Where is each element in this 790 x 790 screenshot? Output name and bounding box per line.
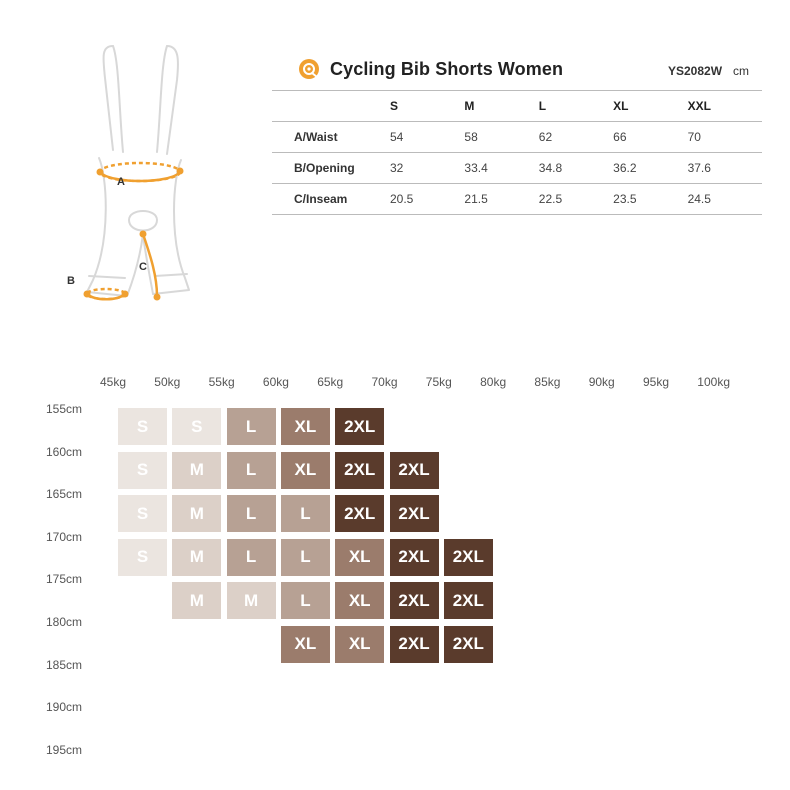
chart-header — [298, 56, 563, 82]
height-label: 160cm — [46, 444, 83, 459]
size-cell: L — [227, 539, 276, 576]
table-cell: 23.5 — [613, 184, 687, 215]
table-cell: 20.5 — [390, 184, 464, 215]
size-cell: L — [281, 539, 330, 576]
table-cell: 54 — [390, 122, 464, 153]
height-label: 190cm — [46, 700, 83, 715]
row-label: A/Waist — [272, 122, 390, 153]
opening-marker-dot — [122, 291, 129, 298]
table-cell: 36.2 — [613, 153, 687, 184]
measure-tape-icon — [298, 58, 320, 80]
size-cell: XL — [335, 626, 384, 663]
size-cell: 2XL — [390, 539, 439, 576]
weight-label: 45kg — [100, 375, 127, 389]
weight-label: 50kg — [154, 375, 181, 389]
size-cell: S — [118, 452, 167, 489]
column-header: M — [464, 91, 538, 122]
row-label: C/Inseam — [272, 184, 390, 215]
size-cell: 2XL — [444, 582, 493, 619]
height-label: 155cm — [46, 402, 83, 416]
row-label: B/Opening — [272, 153, 390, 184]
table-cell: 24.5 — [688, 184, 762, 215]
size-cell: XL — [335, 582, 384, 619]
size-cell: XL — [281, 452, 330, 489]
size-cell: XL — [335, 539, 384, 576]
label-c: C — [139, 261, 147, 273]
weight-label: 75kg — [425, 375, 452, 389]
height-label: 175cm — [46, 572, 83, 587]
size-cell: L — [281, 495, 330, 532]
table-cell: 37.6 — [688, 153, 762, 184]
height-label: 180cm — [46, 615, 83, 629]
size-cell: 2XL — [390, 626, 439, 663]
label-a: A — [117, 176, 125, 188]
size-cell: L — [227, 408, 276, 445]
size-cell: 2XL — [335, 408, 384, 445]
inseam-marker-dot — [140, 231, 147, 238]
bib-shorts-diagram — [55, 38, 215, 310]
size-cell: S — [118, 539, 167, 576]
size-cell: S — [118, 495, 167, 532]
size-cell: 2XL — [390, 582, 439, 619]
size-cell: 2XL — [390, 452, 439, 489]
size-cell: M — [172, 582, 221, 619]
weight-label: 95kg — [643, 375, 670, 389]
size-cell: 2XL — [390, 495, 439, 532]
table-cell: 70 — [688, 122, 762, 153]
size-cell: 2XL — [335, 495, 384, 532]
column-header: XL — [613, 91, 687, 122]
page-title: Cycling Bib Shorts Women — [330, 58, 564, 79]
waist-marker-dot — [177, 168, 184, 175]
table-cell: 58 — [464, 122, 538, 153]
size-cell: 2XL — [444, 539, 493, 576]
column-header: L — [539, 91, 613, 122]
table-cell: 33.4 — [464, 153, 538, 184]
column-header: XXL — [688, 91, 762, 122]
size-cell: 2XL — [335, 452, 384, 489]
size-cell: L — [227, 495, 276, 532]
table-row — [272, 122, 762, 153]
measurement-table — [272, 90, 762, 215]
label-b: B — [67, 275, 75, 287]
weight-label: 65kg — [317, 375, 344, 389]
unit-label: cm — [733, 64, 749, 78]
table-corner-cell — [272, 91, 390, 122]
table-header-row — [272, 91, 762, 122]
size-cell: M — [172, 452, 221, 489]
waist-marker-dot — [97, 169, 104, 176]
size-cell: M — [172, 539, 221, 576]
table-cell: 22.5 — [539, 184, 613, 215]
size-cell: L — [227, 452, 276, 489]
size-cell: M — [172, 495, 221, 532]
size-cell: S — [118, 408, 167, 445]
size-cell: L — [281, 582, 330, 619]
table-cell: 34.8 — [539, 153, 613, 184]
size-cell: 2XL — [444, 626, 493, 663]
bib-shorts-illustration — [55, 38, 215, 310]
size-cell: M — [227, 582, 276, 619]
weight-label: 60kg — [262, 375, 289, 389]
size-cell: S — [172, 408, 221, 445]
table-cell: 21.5 — [464, 184, 538, 215]
size-cell: XL — [281, 408, 330, 445]
size-cell: XL — [281, 626, 330, 663]
height-label: 170cm — [46, 529, 83, 544]
table-cell: 62 — [539, 122, 613, 153]
weight-label: 85kg — [534, 375, 561, 389]
weight-label: 70kg — [371, 375, 398, 389]
column-header: S — [390, 91, 464, 122]
weight-label: 55kg — [208, 375, 235, 389]
weight-label: 80kg — [480, 375, 507, 389]
weight-label: 90kg — [588, 375, 615, 389]
height-label: 195cm — [46, 742, 83, 757]
inseam-marker-dot — [154, 294, 161, 301]
height-label: 185cm — [46, 657, 83, 672]
height-label: 165cm — [46, 487, 83, 502]
product-code: YS2082W — [668, 64, 723, 78]
table-row — [272, 153, 762, 184]
table-cell: 32 — [390, 153, 464, 184]
opening-marker-dot — [84, 291, 91, 298]
weight-label: 100kg — [697, 375, 730, 389]
table-row — [272, 184, 762, 215]
table-cell: 66 — [613, 122, 687, 153]
